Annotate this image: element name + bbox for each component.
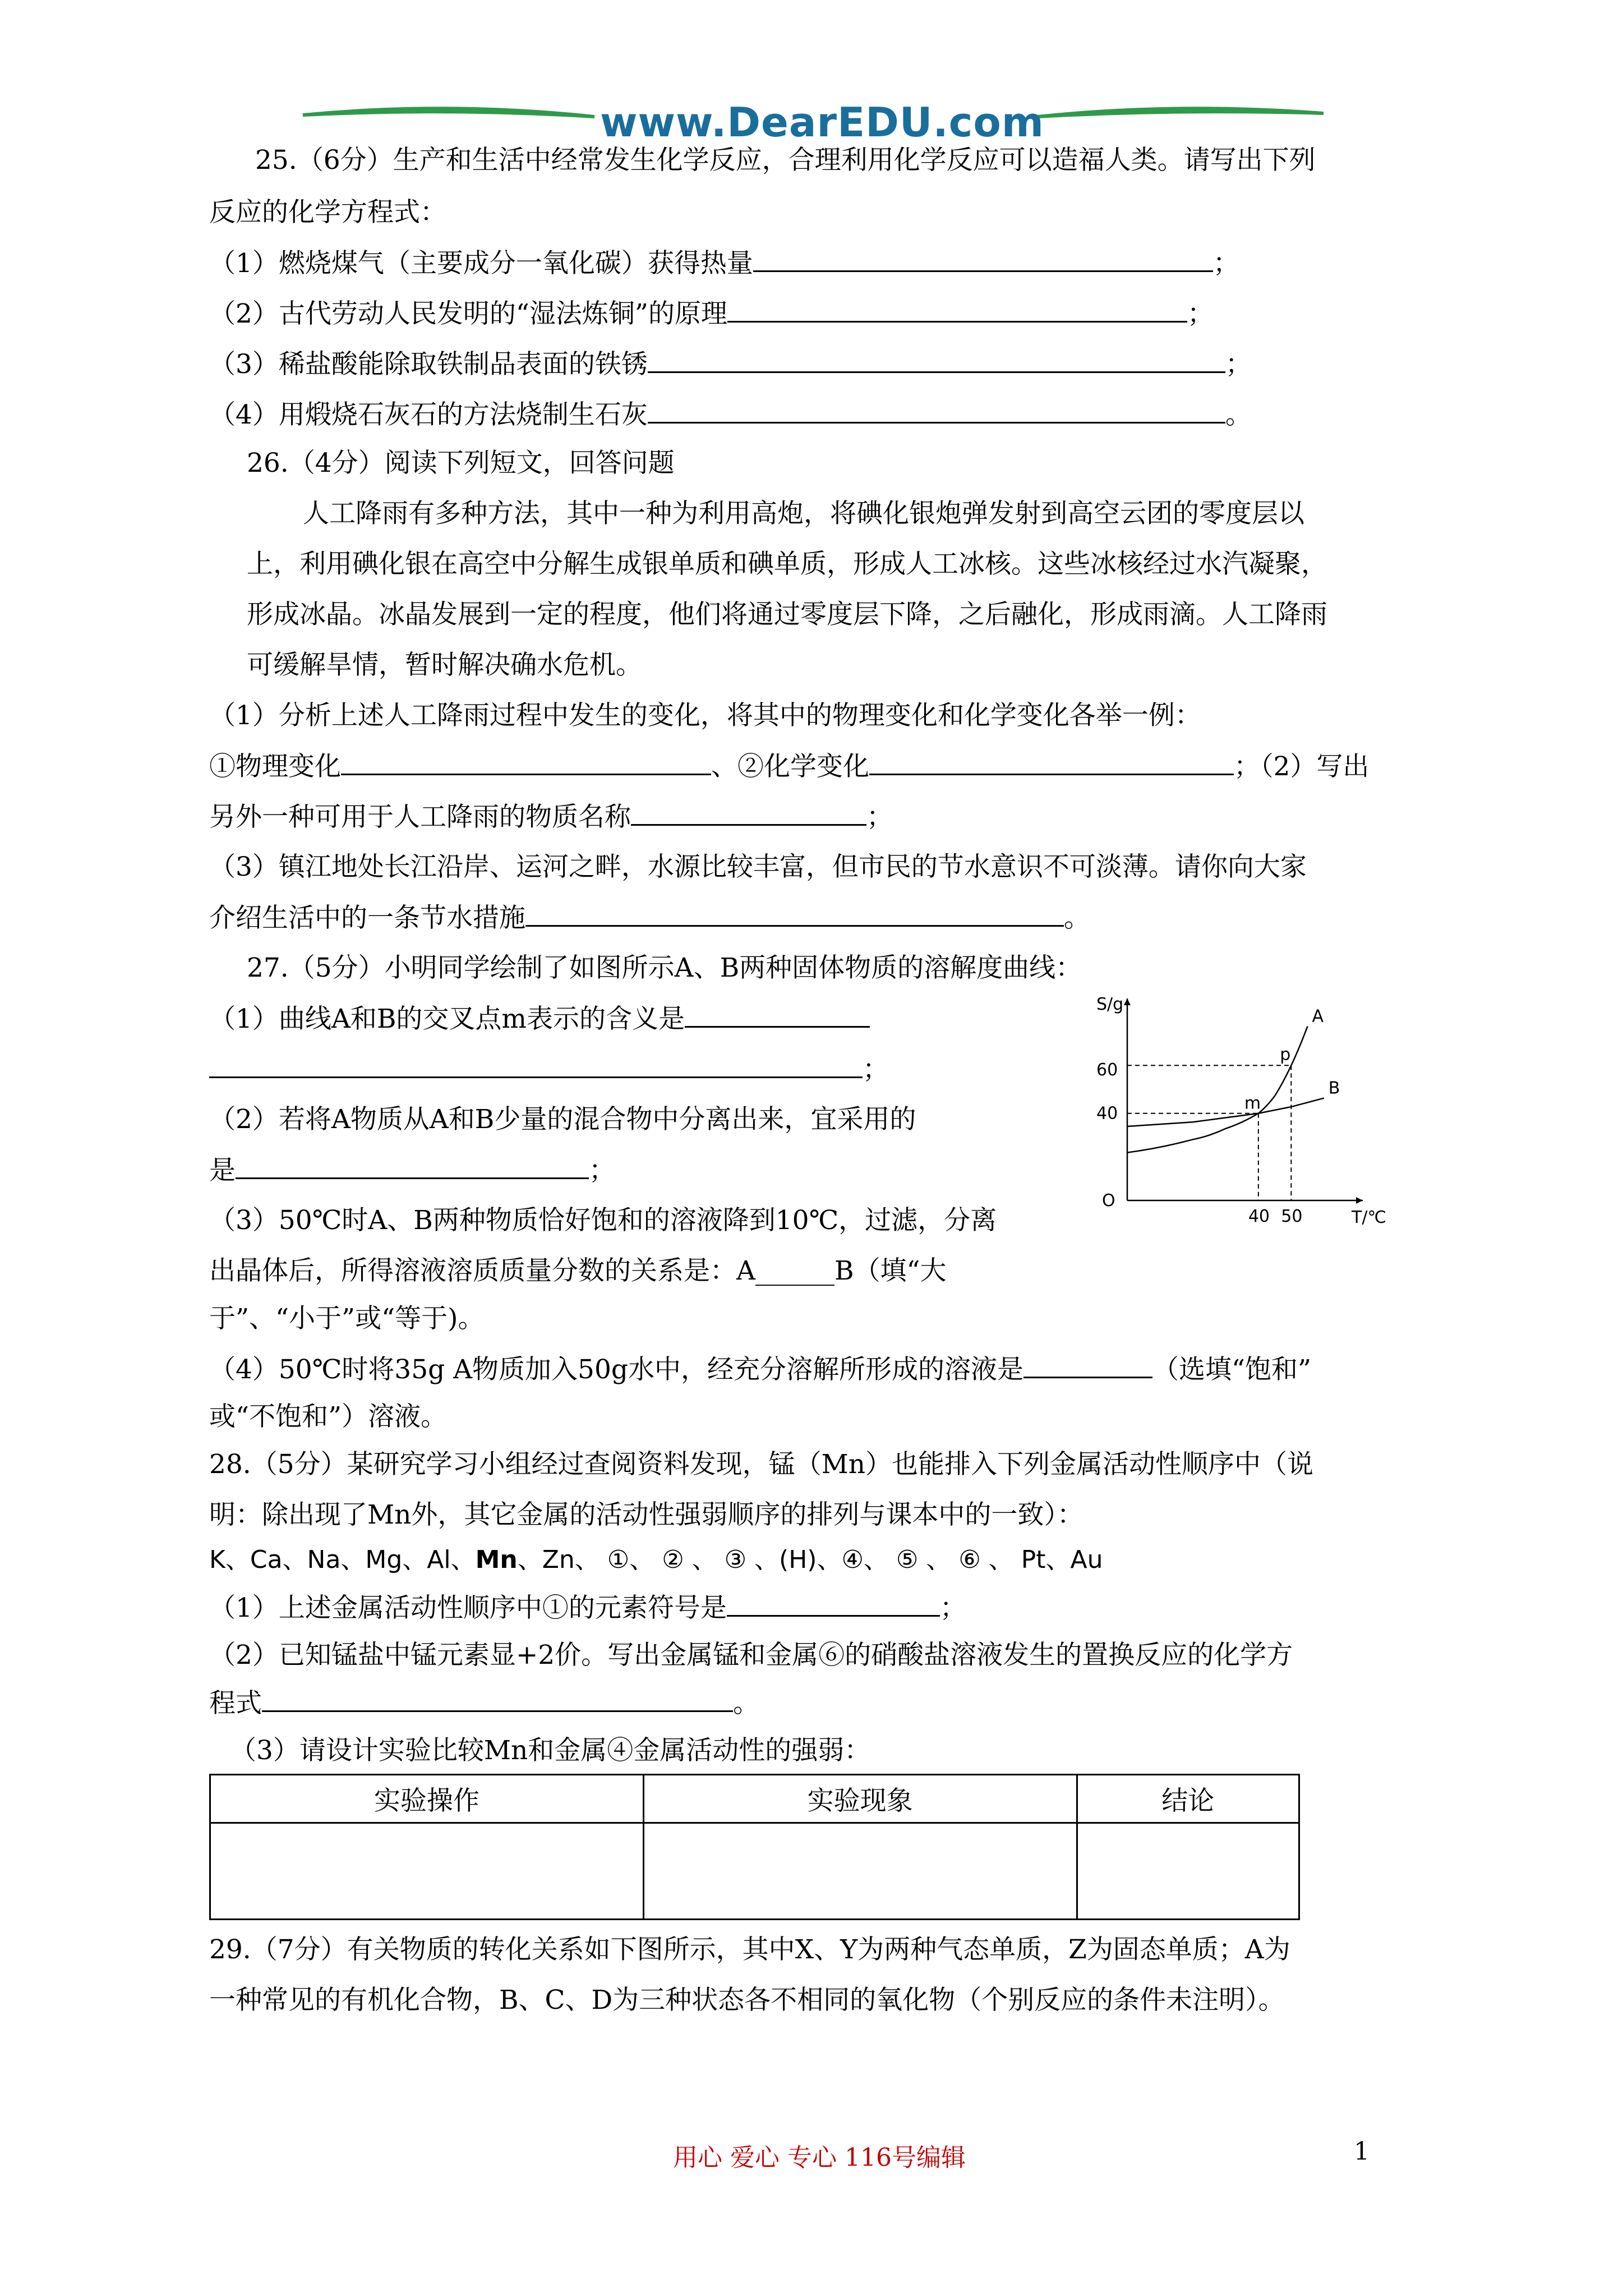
q26-part1: （1）分析上述人工降雨过程中发生的变化，将其中的物理变化和化学变化各举一例： — [209, 700, 1201, 731]
q27-part3a: （3）50℃时A、B两种物质恰好饱和的溶液降到10℃，过滤，分离 — [209, 1205, 997, 1236]
answer-blank[interactable] — [753, 246, 1213, 272]
q25-part2: （2）古代劳动人民发明的“湿法炼铜”的原理 ； — [209, 296, 1214, 332]
answer-blank[interactable] — [631, 799, 866, 826]
chart-guides — [1127, 1065, 1291, 1200]
chart-labels — [1096, 995, 1386, 1227]
footer-text: 用心 爱心 专心 116号编辑 — [673, 2143, 966, 2172]
q29-line2: 一种常见的有机化合物，B、C、D为三种状态各不相同的氧化物（个别反应的条件未注明）。 — [209, 1985, 1285, 2016]
q26-para3: 形成冰晶。冰晶发展到一定的程度，他们将通过零度层下降，之后融化，形成雨滴。人工降雨 — [247, 599, 1327, 630]
q27-part1: （1）曲线A和B的交叉点m表示的含义是 — [209, 1001, 870, 1037]
x-axis-arrow — [1356, 1197, 1363, 1204]
answer-blank[interactable] — [648, 397, 1225, 424]
q28-part2b: 程式 。 — [209, 1686, 759, 1721]
table-header-cell: 实验现象 — [643, 1775, 1077, 1823]
y-tick-label: 60 — [1096, 1060, 1118, 1080]
answer-blank[interactable] — [648, 347, 1225, 373]
q28-activity-series: K、Ca、Na、Mg、Al、Mn、Zn、 ①、 ② 、 ③ 、(H)、④、 ⑤ 、 ⑥ 、 Pt、Au — [209, 1545, 1103, 1574]
x-axis-label: T/℃ — [1352, 1208, 1387, 1227]
answer-blank[interactable] — [525, 900, 1064, 927]
y-tick-label: 40 — [1096, 1103, 1118, 1124]
q27-part2: （2）若将A物质从A和B少量的混合物中分离出来，宜采用的 — [209, 1104, 916, 1135]
q26-para4: 可缓解旱情，暂时解决确水危机。 — [247, 650, 642, 680]
table-answer-cell[interactable] — [643, 1823, 1077, 1920]
point-label-p: p — [1280, 1045, 1291, 1065]
q26-para1: 人工降雨有多种方法，其中一种为利用高炮，将碘化银炮弹发射到高空云团的零度层以 — [303, 498, 1304, 529]
chart-axes — [1124, 999, 1363, 1204]
q26-part1-answers: ①物理变化 、②化学变化 ；（2）写出 — [209, 749, 1369, 784]
q26-part3b: 介绍生活中的一条节水措施 。 — [209, 900, 1090, 936]
q26-para2: 上，利用碘化银在高空中分解生成银单质和碘单质，形成人工冰核。这些冰核经过水汽凝聚， — [247, 549, 1327, 579]
q26-part3a: （3）镇江地处长江沿岸、运河之畔，水源比较丰富，但市民的节水意识不可淡薄。请你向大家 — [209, 852, 1307, 882]
q29-line1: 29.（7分）有关物质的转化关系如下图所示，其中X、Y为两种气态单质，Z为固态单质；A为 — [209, 1934, 1290, 1965]
q27-part1-cont: ； — [209, 1052, 889, 1087]
answer-blank[interactable] — [727, 1590, 940, 1617]
q28-title: 28.（5分）某研究学习小组经过查阅资料发现，锰（Mn）也能排入下列金属活动性顺序中（说 — [209, 1449, 1314, 1480]
solubility-chart — [1088, 993, 1391, 1245]
answer-blank[interactable] — [685, 1001, 870, 1028]
y-axis-arrow — [1124, 999, 1131, 1005]
chart-series — [1127, 1026, 1324, 1152]
table-answer-cell[interactable] — [1077, 1823, 1299, 1920]
series-label-A: A — [1312, 1006, 1324, 1027]
q27-part3c: 于”、“小于”或“等于)。 — [209, 1303, 485, 1334]
q28-title2: 明：除出现了Mn外，其它金属的活动性强弱顺序的排列与课本中的一致）： — [209, 1499, 1083, 1530]
q27-title: 27.（5分）小明同学绘制了如图所示A、B两种固体物质的溶解度曲线： — [247, 953, 1082, 983]
origin-label: O — [1102, 1191, 1115, 1211]
q26-title: 26.（4分）阅读下列短文，回答问题 — [247, 448, 675, 478]
y-axis-label: S/g — [1096, 995, 1124, 1014]
table-header-cell: 结论 — [1077, 1775, 1299, 1823]
q27-part3b: 出晶体后，所得溶液溶质质量分数的关系是：A______B（填“大 — [209, 1255, 947, 1286]
series-label-B: B — [1328, 1078, 1340, 1098]
q25-title2: 反应的化学方程式： — [209, 197, 446, 228]
answer-blank[interactable] — [341, 749, 711, 775]
answer-blank[interactable] — [1023, 1352, 1152, 1378]
q28-part2a: （2）已知锰盐中锰元素显+2价。写出金属锰和金属⑥的硝酸盐溶液发生的置换反应的化学方 — [209, 1640, 1293, 1671]
q25-part3: （3）稀盐酸能除取铁制品表面的铁锈 ； — [209, 347, 1252, 382]
point-label-m: m — [1244, 1093, 1261, 1114]
q25-part1: （1）燃烧煤气（主要成分一氧化碳）获得热量 ； — [209, 246, 1239, 281]
site-logo[interactable]: www.DearEDU.com — [600, 99, 1044, 146]
table-answer-cell[interactable] — [210, 1823, 644, 1920]
q27-part2-cont: 是 ； — [209, 1153, 615, 1188]
answer-blank[interactable] — [262, 1686, 733, 1712]
table-header-cell: 实验操作 — [210, 1775, 644, 1823]
answer-blank[interactable] — [869, 749, 1234, 775]
q26-part2: 另外一种可用于人工降雨的物质名称 ； — [209, 799, 893, 835]
q27-part4b: 或“不饱和”）溶液。 — [209, 1401, 448, 1432]
answer-blank[interactable] — [236, 1153, 589, 1179]
series-line-B — [1127, 1098, 1324, 1126]
q27-part4a: （4）50℃时将35g A物质加入50g水中，经充分溶解所形成的溶液是 （选填“饱和” — [209, 1352, 1311, 1387]
x-tick-label: 50 — [1281, 1207, 1303, 1226]
answer-blank[interactable] — [727, 296, 1187, 323]
x-tick-label: 40 — [1248, 1207, 1270, 1226]
q28-part1: （1）上述金属活动性顺序中①的元素符号是 ； — [209, 1590, 966, 1626]
q25-part4: （4）用煅烧石灰石的方法烧制生石灰 。 — [209, 397, 1252, 432]
q25-title: 25.（6分）生产和生活中经常发生化学反应，合理利用化学反应可以造福人类。请写出下列 — [255, 145, 1316, 176]
q28-part3: （3）请设计实验比较Mn和金属④金属活动性的强弱： — [230, 1735, 871, 1766]
answer-blank[interactable] — [209, 1052, 863, 1078]
experiment-table — [209, 1774, 1300, 1920]
page-number: 1 — [1354, 2137, 1370, 2166]
